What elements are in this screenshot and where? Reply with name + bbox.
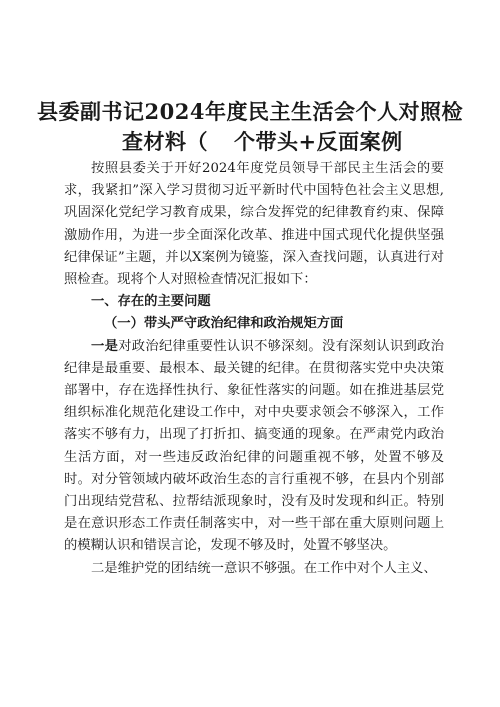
intro-paragraph: 按照县委关于开好2024年度党员领导干部民主生活会的要求，我紧扣”深入学习贯彻习近平新时代中国特色社会主义思想,巩固深化党纪学习教育成果，综合发挥党的纪律教育约束、保障激励作用，为进一步全面深化改革、推进中国式现代化提供坚强纪律保证”主题，并以X案例为镜鉴，深入查找问题，认真进行对照检查。现将个人对照检查情况汇报如下： <box>64 161 444 288</box>
document-title-line-1: 县委副书记2024年度民主生活会个人对照检 <box>37 99 463 124</box>
document-title-line-2 <box>122 126 403 156</box>
point-2-paragraph: 二是维护党的团结统一意识不够强。在工作中对个人主义、 <box>91 560 437 576</box>
point-1-lead: 一是 <box>91 338 119 354</box>
title-part-a: 查材料（ <box>122 129 208 154</box>
section-heading: 一、存在的主要问题 <box>91 294 211 310</box>
title-part-b: 个带头+反面案例 <box>234 129 403 154</box>
point-1-text: 对政治纪律重要性认识不够深刻。没有深刻认识到政治纪律是最重要、最根本、最关键的纪律。在贯彻落实党中央决策部署中，存在选择性执行、象征性落实的问题。如在推进基层党组织标准化规范化建设工作中，对中央要求领会不够深入，工作落实不够有力，出现了打折扣、搞变通的现象。在严肃党内政治生活方面，对一些违反政治纪律的问题重视不够，处置不够及时。对分管领域内破坏政治生态的言行重视不够，在县内个别部门出现结党营私、拉帮结派现象时，没有及时发现和纠正。特别是在意识形态工作责任制落实中，对一些干部在重大原则问题上的模糊认识和错误言论，发现不够及时，处置不够坚决。 <box>64 338 445 554</box>
document-body <box>64 158 444 580</box>
subsection-heading: （一）带头严守政治纪律和政治规矩方面 <box>104 316 344 332</box>
point-1-paragraph <box>64 336 444 558</box>
